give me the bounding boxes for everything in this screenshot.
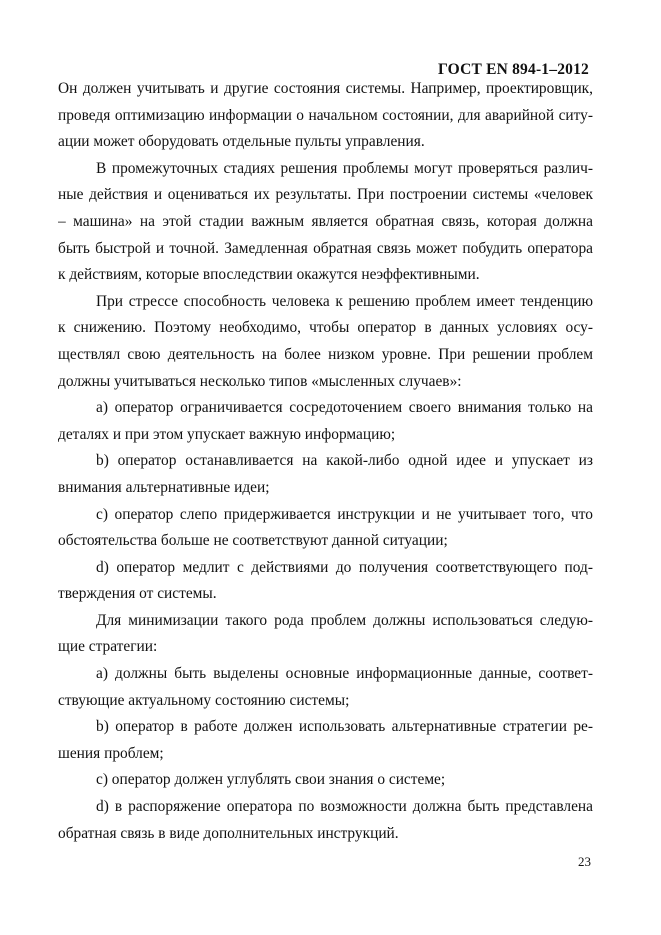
list-item-line: b) оператор останавливается на какой-либо одной идее и упускает из xyxy=(96,452,593,470)
text-line: щие стратегии: xyxy=(58,638,158,656)
text-line: Для минимизации такого рода проблем должны использоваться следую- xyxy=(96,611,593,629)
list-item-line: ствующие актуальному состоянию системы; xyxy=(58,691,350,709)
list-item-line: деталях и при этом упускает важную информацию; xyxy=(58,425,396,443)
text-line: В промежуточных стадиях решения проблемы могут проверяться различ- xyxy=(96,159,593,177)
list-item-line: обратная связь в виде дополнительных инструкций. xyxy=(58,824,399,842)
standard-code-header: ГОСТ EN 894-1–2012 xyxy=(437,61,589,78)
list-item-line: c) оператор слепо придерживается инструкции и не учитывает того, что xyxy=(96,505,593,523)
text-line: При стрессе способность человека к решению проблем имеет тенденцию xyxy=(96,292,593,310)
text-line: ществлял свою деятельность на более низком уровне. При решении проблем xyxy=(58,345,593,363)
text-line: Он должен учитывать и другие состояния системы. Например, проектировщик, xyxy=(58,80,593,97)
page-number: 23 xyxy=(578,854,591,869)
text-line: к действиям, которые впоследствии окажутся неэффективными. xyxy=(58,266,480,284)
body-text xyxy=(58,76,593,847)
list-item-line: тверждения от системы. xyxy=(58,585,217,603)
text-line: быть быстрой и точной. Замедленная обратная связь может побудить оператора xyxy=(58,239,593,257)
text-line: ации может оборудовать отдельные пульты управления. xyxy=(58,133,425,151)
text-line: ные действия и оцениваться их результаты. При построении системы «человек xyxy=(58,186,593,204)
list-item-line: a) должны быть выделены основные информационные данные, соответ- xyxy=(96,665,593,683)
text-line: – машина» на этой стадии важным является обратная связь, которая должна xyxy=(58,212,593,230)
list-item-line: шения проблем; xyxy=(58,744,164,762)
list-item-line: обстоятельства больше не соответствуют данной ситуации; xyxy=(58,532,448,550)
text-line: к снижению. Поэтому необходимо, чтобы оператор в данных условиях осу- xyxy=(58,319,593,337)
text-line: проведя оптимизацию информации о начальном состоянии, для аварийной ситу- xyxy=(58,106,593,124)
list-item-line: внимания альтернативные идеи; xyxy=(58,478,270,496)
list-item-line: a) оператор ограничивается сосредоточением своего внимания только на xyxy=(96,399,593,417)
list-item-line: b) оператор в работе должен использовать альтернативные стратегии ре- xyxy=(96,718,593,736)
list-item-line: d) в распоряжение оператора по возможности должна быть представлена xyxy=(96,798,593,816)
list-item-line: d) оператор медлит с действиями до получения соответствующего под- xyxy=(96,558,593,576)
text-line: должны учитываться несколько типов «мысленных случаев»: xyxy=(58,372,462,390)
list-item-line: c) оператор должен углублять свои знания о системе; xyxy=(96,771,446,789)
